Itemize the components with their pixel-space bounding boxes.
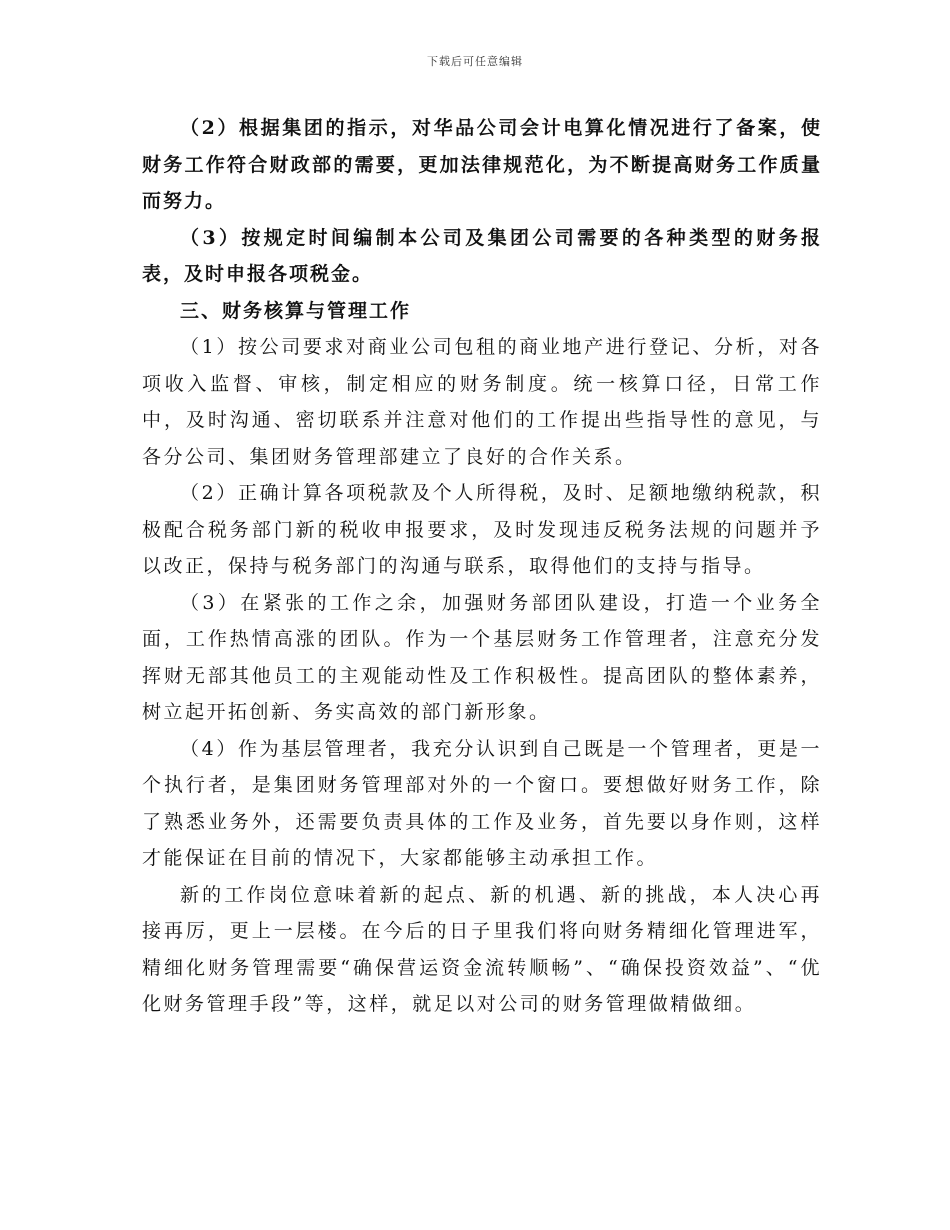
- page-header: 下载后可任意编辑: [427, 55, 523, 68]
- paragraph-conclusion: 新的工作岗位意味着新的起点、新的机遇、新的挑战，本人决心再接再厉，更上一层楼。在今后的日子里我们将向财务精细化管理进军，精细化财务管理需要“确保营运资金流转顺畅”、“确保投资效益”、“优化财务管理手段”等，这样，就足以对公司的财务管理做精做细。: [142, 883, 822, 1015]
- section-heading-accounting: 三、财务核算与管理工作: [180, 299, 412, 322]
- paragraph-4-manager-role: （4）作为基层管理者，我充分认识到自己既是一个管理者，更是一个执行者，是集团财务管理部对外的一个窗口。要想做好财务工作，除了熟悉业务外，还需要负责具体的工作及业务，首先要以身作则，这样才能保证在目前的情况下，大家都能够主动承担工作。: [142, 737, 822, 869]
- paragraph-1-commercial-property: （1）按公司要求对商业公司包租的商业地产进行登记、分析，对各项收入监督、审核，制定相应的财务制度。统一核算口径，日常工作中，及时沟通、密切联系并注意对他们的工作提出些指导性的意见，与各分公司、集团财务管理部建立了良好的合作关系。: [142, 336, 822, 468]
- paragraph-3-team-building: （3）在紧张的工作之余，加强财务部团队建设，打造一个业务全面，工作热情高涨的团队。作为一个基层财务工作管理者，注意充分发挥财无部其他员工的主观能动性及工作积极性。提高团队的整体素养，树立起开拓创新、务实高效的部门新形象。: [142, 591, 822, 723]
- paragraph-3-reports: （3）按规定时间编制本公司及集团公司需要的各种类型的财务报表，及时申报各项税金。: [142, 226, 822, 285]
- paragraph-2-taxes: （2）正确计算各项税款及个人所得税，及时、足额地缴纳税款，积极配合税务部门新的税收申报要求，及时发现违反税务法规的问题并予以改正，保持与税务部门的沟通与联系，取得他们的支持与指导。: [142, 482, 822, 577]
- document-body: [142, 110, 822, 1023]
- paragraph-2-filing: （2）根据集团的指示，对华品公司会计电算化情况进行了备案，使财务工作符合财政部的需要，更加法律规范化，为不断提高财务工作质量而努力。: [142, 117, 822, 212]
